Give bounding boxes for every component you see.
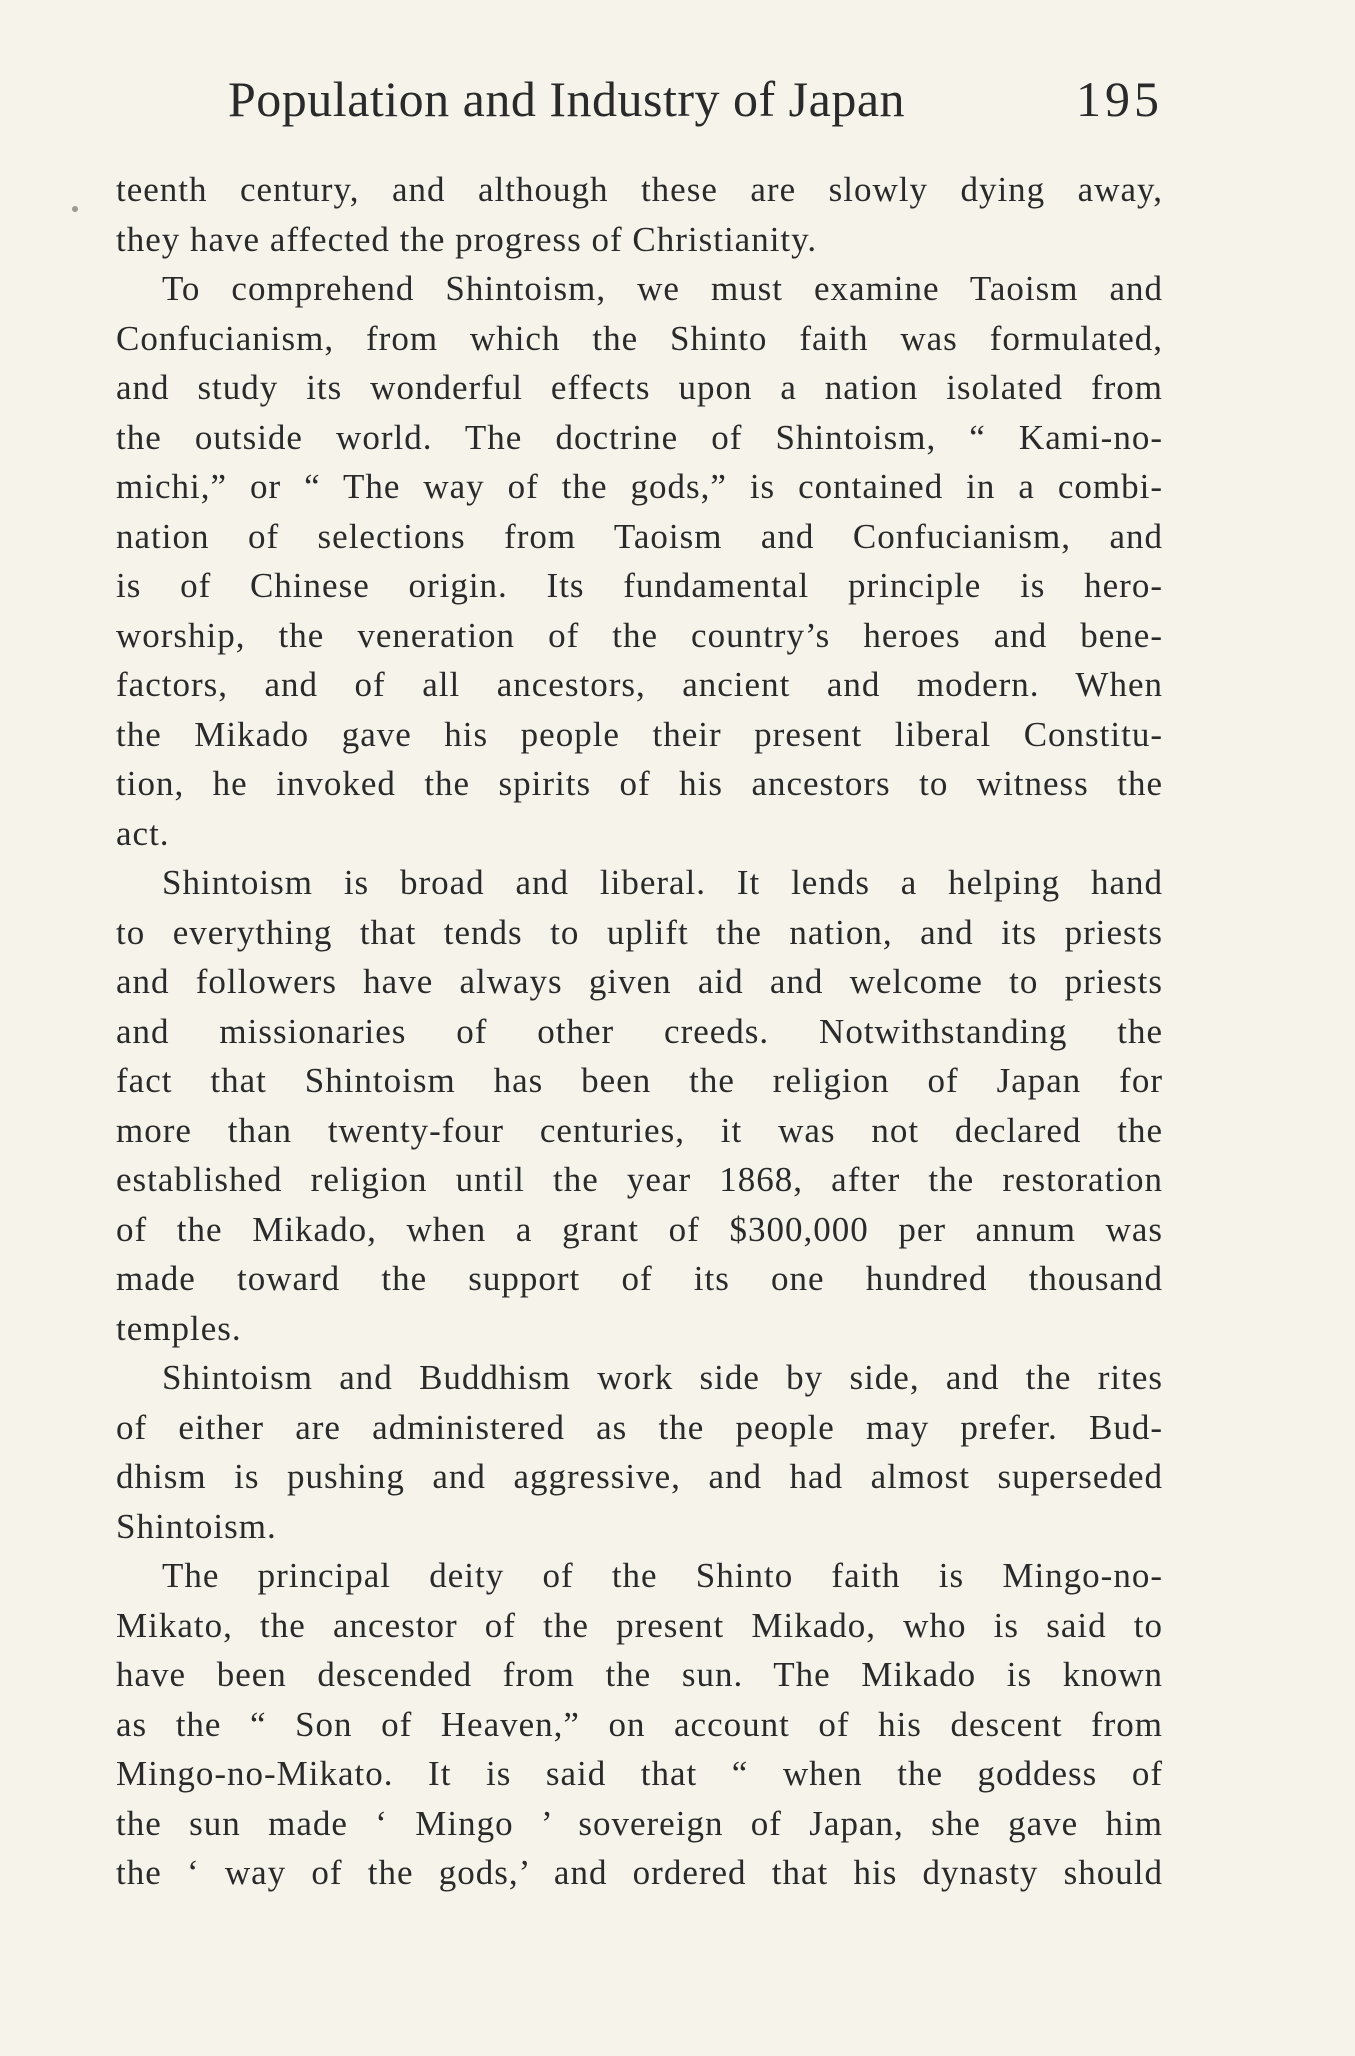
text-line: Shintoism. <box>116 1506 277 1546</box>
text-line: is of Chinese origin. Its fundamental principle is hero- <box>116 566 1163 605</box>
text-line: they have affected the progress of Christianity. <box>116 219 818 259</box>
text-line: the Mikado gave his people their present liberal Constitu- <box>116 714 1163 754</box>
text-line: Mikato, the ancestor of the present Mikado, who is said to <box>116 1605 1163 1645</box>
text-line: and followers have always given aid and welcome to priests <box>116 962 1163 1001</box>
page-number: 195 <box>1076 71 1163 127</box>
text-line: the outside world. The doctrine of Shintoism, “ Kami-no- <box>116 417 1163 457</box>
text-line: more than twenty-four centuries, it was not declared the <box>116 1110 1163 1150</box>
text-line: To comprehend Shintoism, we must examine Taoism and <box>162 269 1163 308</box>
text-line: as the “ Son of Heaven,” on account of his descent from <box>116 1704 1163 1744</box>
text-line: dhism is pushing and aggressive, and had almost superseded <box>116 1457 1163 1496</box>
text-line: to everything that tends to uplift the nation, and its priests <box>116 912 1163 952</box>
text-line: Shintoism is broad and liberal. It lends a helping hand <box>162 863 1163 902</box>
text-line: worship, the veneration of the country’s heroes and bene- <box>116 615 1163 655</box>
text-line: and study its wonderful effects upon a nation isolated from <box>116 368 1163 407</box>
text-line: The principal deity of the Shinto faith is Mingo-no- <box>162 1556 1163 1595</box>
text-line: and missionaries of other creeds. Notwithstanding the <box>116 1011 1163 1051</box>
text-line: teenth century, and although these are slowly dying away, <box>116 170 1163 209</box>
text-line: factors, and of all ancestors, ancient and modern. When <box>116 665 1163 704</box>
text-line: of either are administered as the people may prefer. Bud- <box>116 1407 1163 1447</box>
text-line: of the Mikado, when a grant of $300,000 per annum was <box>116 1209 1163 1249</box>
text-line: the sun made ‘ Mingo ’ sovereign of Japan, she gave him <box>116 1803 1163 1843</box>
text-line: established religion until the year 1868, after the restoration <box>116 1160 1163 1199</box>
text-line: Shintoism and Buddhism work side by side, and the rites <box>162 1358 1163 1397</box>
text-line: Mingo-no-Mikato. It is said that “ when the goddess of <box>116 1754 1163 1793</box>
running-header <box>228 70 1163 130</box>
text-line: the ‘ way of the gods,’ and ordered that his dynasty should <box>116 1853 1163 1892</box>
text-line: nation of selections from Taoism and Confucianism, and <box>116 516 1163 556</box>
text-line: tion, he invoked the spirits of his ancestors to witness the <box>116 764 1163 803</box>
text-line: have been descended from the sun. The Mikado is known <box>116 1655 1163 1694</box>
body-text <box>116 165 1163 1898</box>
text-line: Confucianism, from which the Shinto faith was formulated, <box>116 318 1163 358</box>
margin-speck <box>72 206 78 212</box>
text-line: temples. <box>116 1308 242 1348</box>
text-line: fact that Shintoism has been the religion of Japan for <box>116 1061 1163 1100</box>
running-title: Population and Industry of Japan <box>228 71 906 127</box>
text-line: act. <box>116 813 170 853</box>
text-line: michi,” or “ The way of the gods,” is contained in a combi- <box>116 467 1163 506</box>
text-line: made toward the support of its one hundred thousand <box>116 1259 1163 1298</box>
